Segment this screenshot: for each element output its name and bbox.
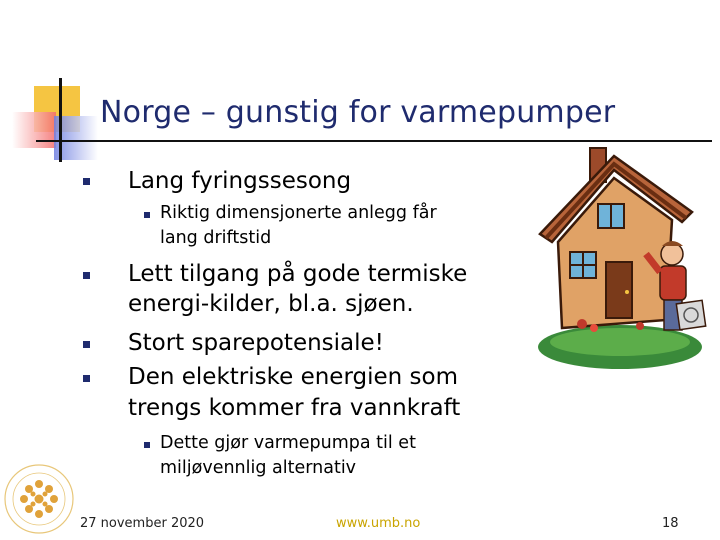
bullet-text: Lang fyringssesong bbox=[128, 168, 352, 194]
slide-title: Norge – gunstig for varmepumper bbox=[100, 95, 616, 130]
bullet-marker bbox=[83, 178, 90, 185]
bullet-marker bbox=[83, 375, 90, 382]
page-number: 18 bbox=[662, 516, 679, 531]
bullet-text-line: Lett tilgang på gode termiske bbox=[128, 261, 468, 287]
bullet-text-line: Den elektriske energien som bbox=[128, 364, 458, 390]
bullet-text: Stort sparepotensiale! bbox=[128, 330, 384, 356]
bullet-text-line: trengs kommer fra vannkraft bbox=[128, 395, 461, 421]
sub-bullet-text-line: miljøvennlig alternativ bbox=[160, 458, 357, 478]
sub-bullet-text-line: lang driftstid bbox=[160, 228, 272, 248]
bullet-marker bbox=[83, 272, 90, 279]
sub-bullet-marker bbox=[144, 442, 150, 448]
house-clipart-image bbox=[532, 142, 708, 372]
footer-date: 27 november 2020 bbox=[80, 516, 205, 531]
bullet-text-line: energi-kilder, bl.a. sjøen. bbox=[128, 291, 414, 317]
accent-vertical-line bbox=[59, 78, 62, 162]
footer-url-link[interactable]: www.umb.no bbox=[336, 516, 421, 531]
bullet-marker bbox=[83, 341, 90, 348]
accent-square-red bbox=[12, 112, 56, 148]
sub-bullet-text-line: Dette gjør varmepumpa til et bbox=[160, 433, 416, 453]
sub-bullet-text-line: Riktig dimensjonerte anlegg får bbox=[160, 203, 437, 223]
sub-bullet-marker bbox=[144, 212, 150, 218]
university-seal-logo bbox=[2, 462, 76, 536]
